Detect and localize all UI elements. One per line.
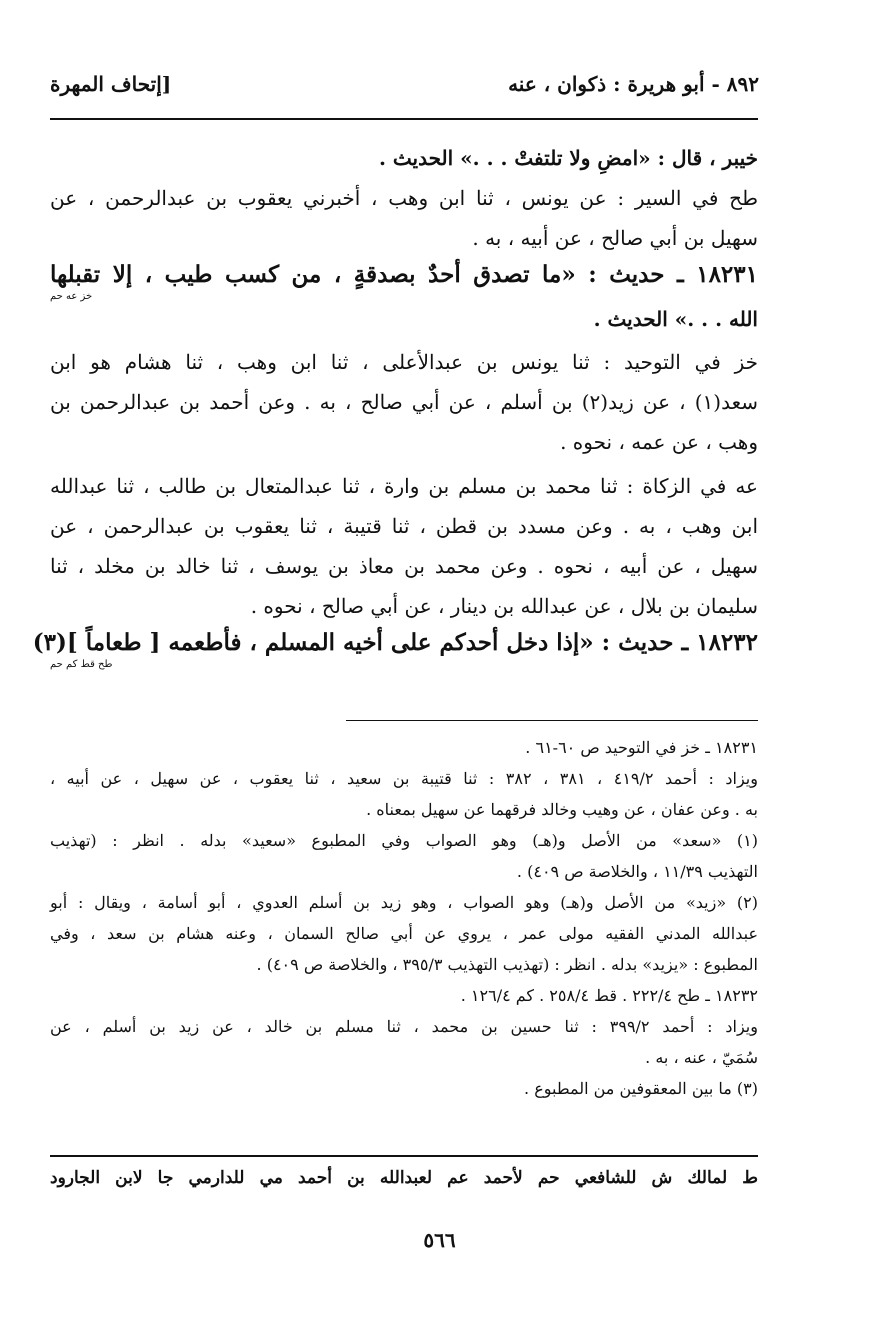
footnote-line: ١٨٢٣١ ـ خز في التوحيد ص ٦٠-٦١ . bbox=[525, 738, 758, 757]
text-line: سهيل بن أبي صالح ، عن أبيه ، به . bbox=[472, 226, 758, 250]
footnote-line: التهذيب ١١/٣٩ ، والخلاصة ص ٤٠٩) . bbox=[516, 862, 758, 881]
header-rule bbox=[50, 118, 758, 120]
text-line: خز في التوحيد : ثنا يونس بن عبدالأعلى ، ثنا ابن وهب ، ثنا هشام هو ابن bbox=[50, 350, 758, 374]
page-number: ٥٦٦ bbox=[423, 1228, 456, 1252]
hadith-sigla: خز عه حم bbox=[50, 291, 93, 302]
footnote-line: (٢) «زيد» من الأصل و(هـ) وهو الصواب ، وهو زيد بن أسلم العدوي ، أبو أسامة ، ويقال : أبو bbox=[50, 893, 758, 912]
text-line: عه في الزكاة : ثنا محمد بن مسلم بن وارة ، ثنا عبدالمتعال بن طالب ، ثنا عبدالله bbox=[50, 474, 758, 498]
text-line: الله . . .» الحديث . bbox=[593, 307, 758, 331]
main-text bbox=[32, 138, 758, 670]
page-header bbox=[50, 72, 759, 106]
text-line: طح في السير : عن يونس ، ثنا ابن وهب ، أخبرني يعقوب بن عبدالرحمن ، عن bbox=[50, 186, 758, 210]
text-line: سعد(١) ، عن زيد(٢) بن أسلم ، عن أبي صالح ، به . وعن أحمد بن عبدالرحمن بن bbox=[50, 390, 758, 414]
footnote-line: ويزاد : أحمد ٤١٩/٢ ، ٣٨١ ، ٣٨٢ : ثنا قتيبة بن سعيد ، ثنا يعقوب ، عن سهيل ، عن أبيه ، bbox=[50, 769, 758, 788]
running-title: ٨٩٢ - أبو هريرة : ذكوان ، عنه bbox=[508, 72, 759, 96]
text-line: سليمان بن بلال ، عن عبدالله بن دينار ، عن أبي صالح ، نحوه . bbox=[250, 594, 758, 618]
footnote-line: عبدالله المدني الفقيه مولى عمر ، يروي عن أبي صالح السمان ، وعنه هشام بن سعد ، وفي bbox=[50, 924, 758, 943]
text-line: سهيل ، عن أبيه ، نحوه . وعن محمد بن معاذ بن يوسف ، ثنا خالد بن مخلد ، ثنا bbox=[50, 554, 758, 578]
footnote-line: (٣) ما بين المعقوفين من المطبوع . bbox=[524, 1079, 758, 1098]
text-line: ابن وهب ، به . وعن مسدد بن قطن ، ثنا قتيبة ، ثنا يعقوب بن عبدالرحمن ، عن bbox=[50, 514, 758, 538]
footnote-line: ويزاد : أحمد ٣٩٩/٢ : ثنا حسين بن محمد ، ثنا مسلم بن خالد ، عن زيد بن أسلم ، عن bbox=[50, 1017, 758, 1036]
text-line: خيبر ، قال : «امضِ ولا تلتفتْ . . .» الحديث . bbox=[378, 146, 758, 170]
text-line: وهب ، عن عمه ، نحوه . bbox=[560, 430, 758, 454]
sigla-legend: ط لمالك ش للشافعي حم لأحمد عم لعبدالله بن أحمد مي للدارمي جا لابن الجارود bbox=[50, 1168, 758, 1188]
footnote-line: ١٨٢٣٢ ـ طح ٢٢٢/٤ . قط ٢٥٨/٤ . كم ١٢٦/٤ . bbox=[460, 986, 758, 1005]
footnotes bbox=[50, 732, 758, 1104]
footnote-line: (١) «سعد» من الأصل و(هـ) وهو الصواب وفي المطبوع «سعيد» بدله . انظر : (تهذيب bbox=[50, 831, 759, 850]
hadith-heading: ١٨٢٣١ ـ حديث : «ما تصدق أحدٌ بصدقةٍ ، من كسب طيب ، إلا تقبلها bbox=[50, 261, 758, 288]
sigla-rule bbox=[50, 1155, 758, 1157]
book-title: [إتحاف المهرة bbox=[50, 72, 172, 96]
footnote-rule bbox=[346, 720, 758, 721]
footnote-line: المطبوع : «يزيد» بدله . انظر : (تهذيب التهذيب ٣٩٥/٣ ، والخلاصة ص ٤٠٩) . bbox=[256, 955, 758, 974]
footnote-line: به . وعن عفان ، عن وهيب وخالد فرقهما عن سهيل بمعناه . bbox=[366, 800, 758, 819]
hadith-heading: ١٨٢٣٢ ـ حديث : «إذا دخل أحدكم على أخيه المسلم ، فأطعمه [ طعاماً ](٣) bbox=[32, 629, 758, 656]
hadith-sigla: طح قط كم حم bbox=[50, 659, 113, 670]
footnote-line: سُمَيّ ، عنه ، به . bbox=[645, 1048, 758, 1067]
